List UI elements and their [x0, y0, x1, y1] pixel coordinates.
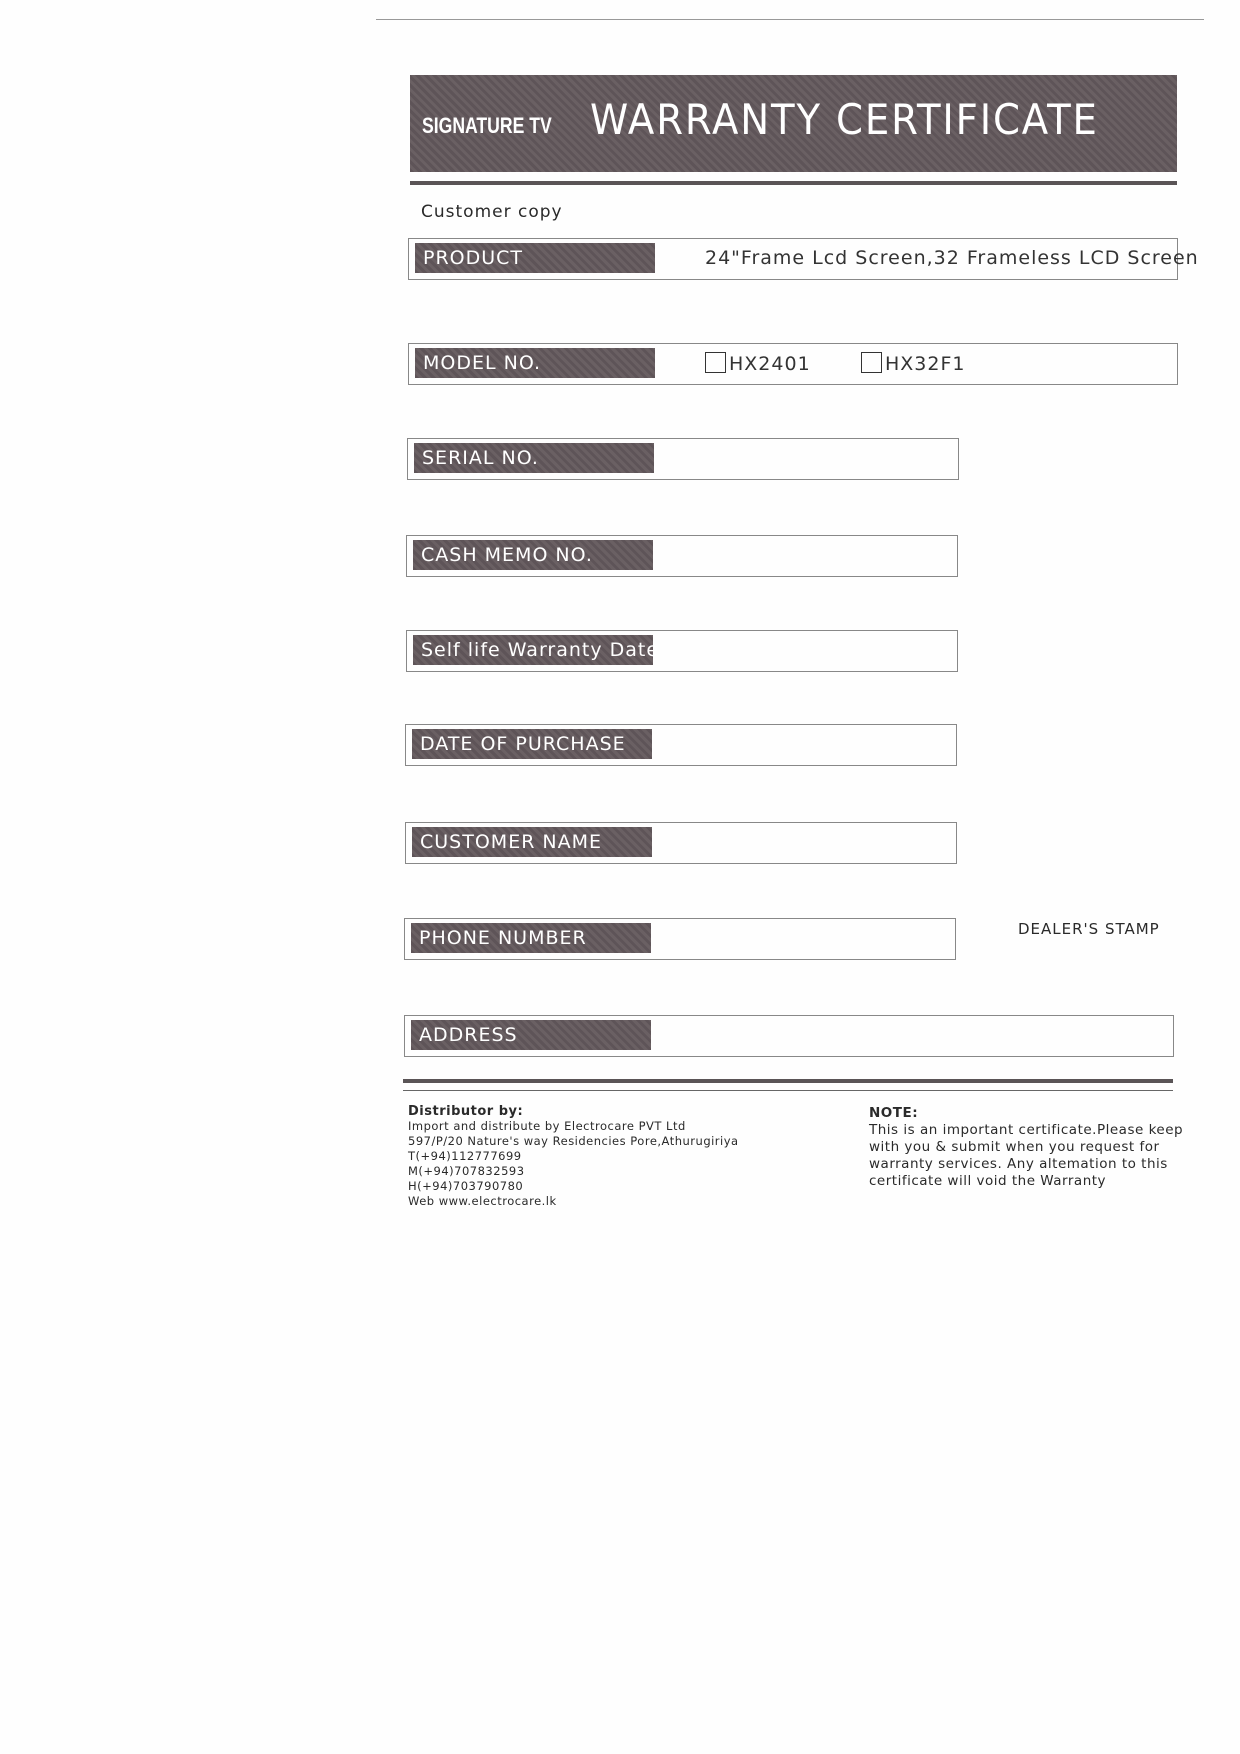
checkbox[interactable]	[861, 352, 882, 373]
model-option-2[interactable]	[861, 352, 966, 375]
copy-label: Customer copy	[421, 202, 563, 222]
top-divider	[376, 19, 1204, 20]
note-line: warranty services. Any altemation to this	[869, 1156, 1168, 1172]
product-label: PRODUCT	[415, 243, 655, 273]
note-line: with you & submit when you request for	[869, 1139, 1160, 1155]
header-rule	[410, 181, 1177, 185]
distributor-block	[408, 1104, 739, 1209]
address-label: ADDRESS	[411, 1020, 651, 1050]
note-block	[869, 1105, 1183, 1190]
note-heading: NOTE:	[869, 1105, 919, 1121]
cash-memo-label: CASH MEMO NO.	[413, 540, 653, 570]
distributor-phone-h: H(+94)703790780	[408, 1179, 524, 1193]
header-banner	[410, 75, 1177, 172]
model-row	[408, 343, 1178, 385]
checkbox[interactable]	[705, 352, 726, 373]
serial-field[interactable]	[407, 438, 959, 480]
distributor-web: Web www.electrocare.lk	[408, 1194, 557, 1208]
product-row	[408, 238, 1199, 280]
distributor-phone-t: T(+94)112777699	[408, 1149, 522, 1163]
note-line: This is an important certificate.Please keep	[869, 1122, 1184, 1138]
self-life-warranty-field[interactable]	[406, 630, 958, 672]
purchase-date-label: DATE OF PURCHASE	[412, 729, 652, 759]
model-label: MODEL NO.	[415, 348, 655, 378]
cash-memo-field[interactable]	[406, 535, 958, 577]
model-option-1[interactable]	[705, 352, 811, 375]
note-line: certificate will void the Warranty	[869, 1173, 1107, 1189]
address-field[interactable]	[404, 1015, 1174, 1057]
model-option-label: HX2401	[729, 353, 811, 375]
distributor-line: Import and distribute by Electrocare PVT Ltd	[408, 1119, 686, 1133]
page-title: WARRANTY CERTIFICATE	[590, 95, 1099, 144]
model-option-label: HX32F1	[885, 353, 966, 375]
phone-field[interactable]	[404, 918, 956, 960]
phone-label: PHONE NUMBER	[411, 923, 651, 953]
product-value: 24"Frame Lcd Screen,32 Frameless LCD Screen	[705, 247, 1199, 269]
distributor-phone-m: M(+94)707832593	[408, 1164, 525, 1178]
brand-logo: SIGNATURE TV	[422, 113, 552, 138]
self-life-label: Self life Warranty Date	[413, 635, 653, 665]
serial-label: SERIAL NO.	[414, 443, 654, 473]
distributor-heading: Distributor by:	[408, 1104, 524, 1119]
distributor-address: 597/P/20 Nature's way Residencies Pore,Athurugiriya	[408, 1134, 739, 1148]
dealer-stamp-label: DEALER'S STAMP	[1018, 920, 1160, 938]
footer-rule	[403, 1079, 1173, 1083]
customer-name-field[interactable]	[405, 822, 957, 864]
purchase-date-field[interactable]	[405, 724, 957, 766]
footer-rule-thin	[403, 1090, 1173, 1091]
customer-name-label: CUSTOMER NAME	[412, 827, 652, 857]
